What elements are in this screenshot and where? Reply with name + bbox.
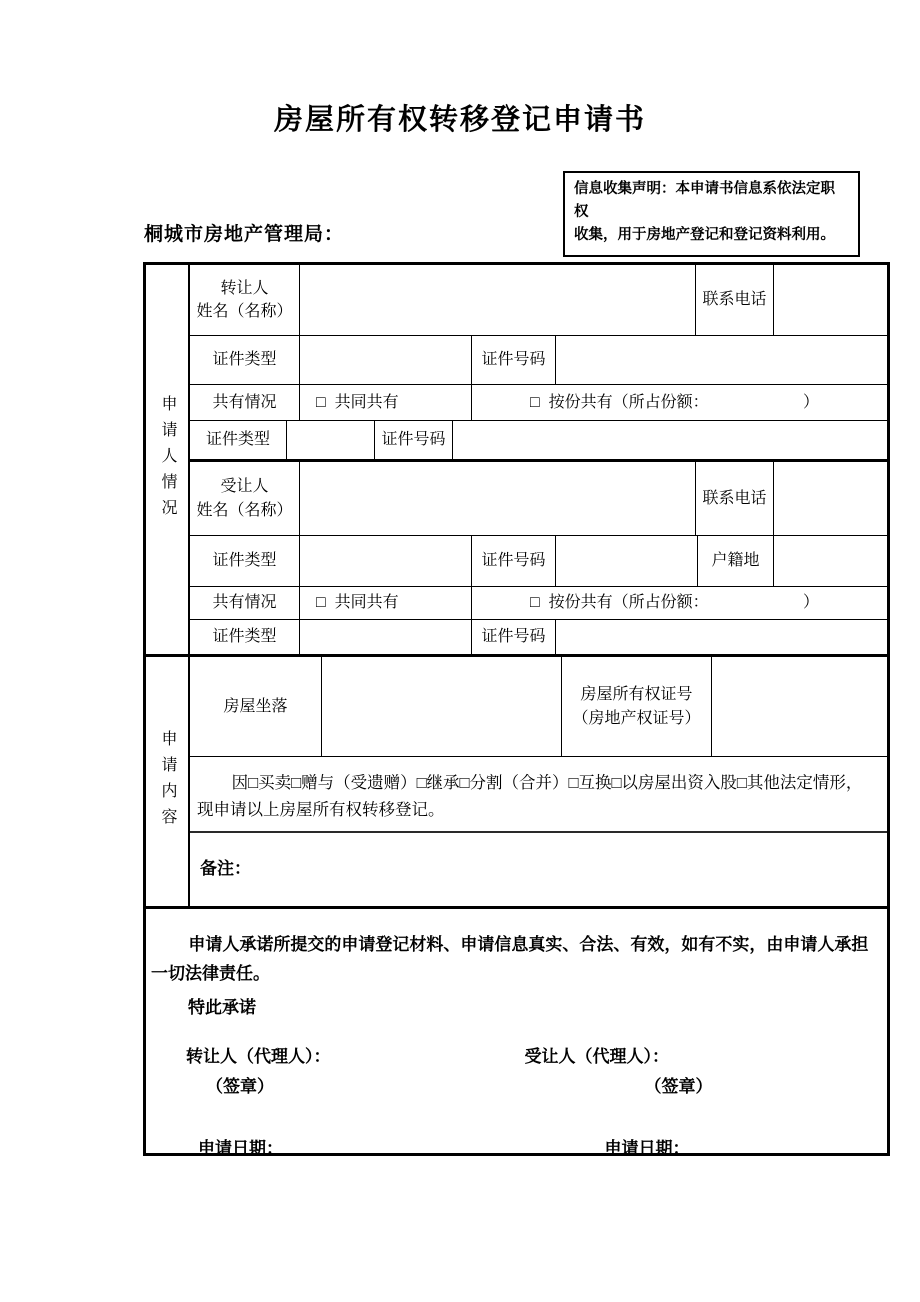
transferor-id-number-label: 证件号码	[472, 336, 556, 384]
transferee-id-row-2	[190, 620, 887, 654]
transferee-name-row	[190, 462, 887, 536]
transferor-joint-checkbox-icon[interactable]: □	[316, 393, 326, 411]
transferor-id-row-1	[190, 336, 887, 385]
application-form-table	[143, 262, 890, 1159]
transferee-name-label: 受让人 姓名（名称）	[190, 462, 300, 535]
transferor-phone-label: 联系电话	[696, 265, 774, 335]
transferor-co-ownership-row	[190, 385, 887, 421]
transferee-residence-label: 户籍地	[698, 536, 774, 586]
transferor-share-close-paren: ）	[802, 393, 819, 411]
transferor-share-label: 按份共有（所占份额：	[548, 393, 709, 411]
application-content-side-column	[146, 657, 190, 906]
pledge-text: 申请人承诺所提交的申请登记材料、申请信息真实、合法、有效，如有不实，由申请人承担一切法律责任。	[151, 935, 869, 983]
transferor-id-type-input[interactable]	[300, 336, 472, 384]
transferee-date-label: 申请日期：	[604, 1139, 690, 1159]
transferee-id-number-label: 证件号码	[472, 536, 556, 586]
transferee-co-ownership-row	[190, 587, 887, 620]
transferee-joint-checkbox-icon[interactable]: □	[316, 594, 326, 612]
application-date-row	[146, 1134, 887, 1159]
seal-label-row	[146, 1072, 887, 1097]
transferor-co-ownership-label: 共有情况	[190, 385, 300, 420]
applicant-info-side-label: 申请人情况	[159, 394, 176, 525]
notice-line-2: 收集，用于房地产登记和登记资料利用。	[574, 227, 835, 244]
transferor-id-type-2-input[interactable]	[287, 421, 375, 459]
transferor-id-type-2-label: 证件类型	[190, 421, 287, 459]
transferee-id-number-2-input[interactable]	[556, 620, 887, 654]
transferee-id-type-label: 证件类型	[190, 536, 300, 586]
transferor-phone-input[interactable]	[774, 265, 887, 335]
transferor-name-input[interactable]	[300, 265, 696, 335]
transferor-name-row	[190, 265, 887, 336]
page-title: 房屋所有权转移登记申请书	[273, 104, 646, 136]
transferor-share-ownership-option[interactable]	[472, 385, 887, 420]
transfer-reason-row	[190, 757, 887, 833]
transferor-id-type-label: 证件类型	[190, 336, 300, 384]
remarks-label[interactable]: 备注：	[200, 859, 251, 879]
applicant-info-section	[146, 265, 887, 657]
transferor-joint-label: 共同共有	[334, 393, 399, 411]
transferee-share-close-paren: ）	[802, 594, 819, 612]
application-content-section	[146, 657, 887, 909]
signature-label-row	[146, 1042, 887, 1067]
transferee-share-checkbox-icon[interactable]: □	[530, 594, 540, 612]
transferor-share-checkbox-icon[interactable]: □	[530, 393, 540, 411]
addressee-line: 桐城市房地产管理局：	[144, 224, 345, 245]
transferee-name-input[interactable]	[300, 462, 696, 535]
info-collection-notice	[563, 171, 860, 257]
transferee-share-label: 按份共有（所占份额：	[548, 594, 709, 612]
house-location-input[interactable]	[322, 657, 562, 756]
transferee-id-type-2-label: 证件类型	[190, 620, 300, 654]
transferee-seal-label: （签章）	[644, 1077, 713, 1097]
house-location-row	[190, 657, 887, 757]
promise-text: 特此承诺	[188, 998, 256, 1018]
transferor-date-label: 申请日期：	[198, 1139, 283, 1159]
transferor-name-label: 转让人 姓名（名称）	[190, 265, 300, 335]
transferee-phone-input[interactable]	[774, 462, 887, 535]
transferee-joint-ownership-option[interactable]	[300, 587, 472, 619]
remarks-row	[190, 833, 887, 906]
notice-line-1: 信息收集声明：本申请书信息系依法定职权	[574, 181, 835, 221]
ownership-cert-label: 房屋所有权证号 （房地产权证号）	[562, 657, 712, 756]
transferor-id-row-2	[190, 421, 887, 462]
application-content-side-label: 申请内容	[159, 729, 176, 834]
transferee-id-type-2-input[interactable]	[300, 620, 472, 654]
transferor-sign-label: 转让人（代理人）：	[186, 1047, 331, 1067]
declaration-section	[146, 909, 887, 1159]
transferor-joint-ownership-option[interactable]	[300, 385, 472, 420]
applicant-info-side-column	[146, 265, 190, 654]
transferee-sign-label: 受让人（代理人）：	[524, 1047, 669, 1067]
transferee-share-ownership-option[interactable]	[472, 587, 887, 619]
house-location-label: 房屋坐落	[190, 657, 322, 756]
ownership-cert-input[interactable]	[712, 657, 887, 756]
transferee-residence-input[interactable]	[774, 536, 887, 586]
transferor-id-number-2-input[interactable]	[453, 421, 887, 459]
transferee-id-type-input[interactable]	[300, 536, 472, 586]
transferee-id-row-1	[190, 536, 887, 587]
transferor-seal-label: （签章）	[206, 1077, 274, 1097]
transferor-id-number-2-label: 证件号码	[375, 421, 453, 459]
transferee-id-number-2-label: 证件号码	[472, 620, 556, 654]
transferee-id-number-input[interactable]	[556, 536, 698, 586]
transferor-id-number-input[interactable]	[556, 336, 887, 384]
transfer-reason-text[interactable]: 因□买卖□赠与（受遗赠）□继承□分割（合并）□互换□以房屋出资入股□其他法定情形，现申请以上房屋所有权转移登记。	[197, 773, 863, 820]
transferee-joint-label: 共同共有	[334, 594, 399, 612]
transferee-co-ownership-label: 共有情况	[190, 587, 300, 619]
transferee-phone-label: 联系电话	[696, 462, 774, 535]
